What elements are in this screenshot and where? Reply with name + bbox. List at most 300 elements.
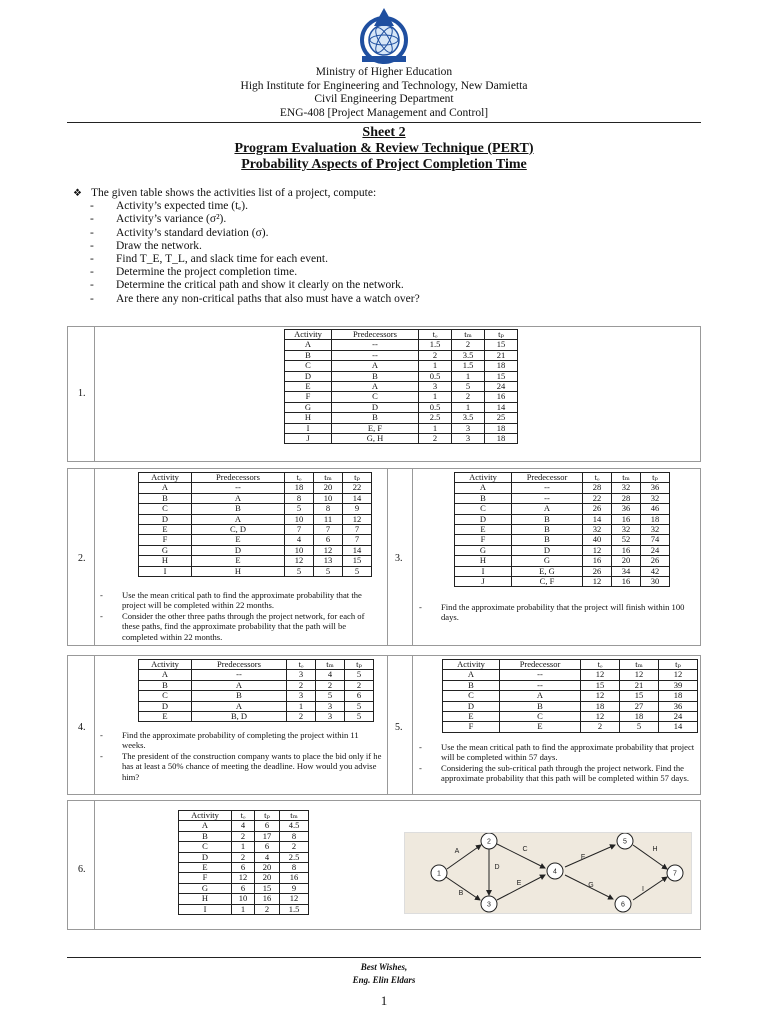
table-cell: B: [179, 831, 232, 841]
header-divider: [67, 122, 701, 123]
problem-3-number: 3.: [395, 553, 403, 564]
table-row: [179, 873, 309, 883]
edge-c: [497, 844, 545, 868]
table-row: [179, 904, 309, 914]
table-cell: 12: [583, 545, 612, 555]
table-cell: 4: [316, 670, 345, 680]
table-cell: 6: [232, 863, 255, 873]
table-cell: 3: [452, 423, 485, 433]
table-cell: Activity: [455, 473, 512, 483]
table-cell: tₒ: [419, 330, 452, 340]
table-cell: --: [332, 340, 419, 350]
table-cell: 25: [485, 413, 518, 423]
table-row: [139, 670, 374, 680]
sheet-titles: [0, 125, 768, 173]
table-cell: D: [443, 701, 500, 711]
table-cell: 27: [620, 701, 659, 711]
table-cell: D: [179, 852, 232, 862]
table-cell: Activity: [139, 473, 192, 483]
table-row: [455, 514, 670, 524]
table-cell: D: [192, 545, 285, 555]
table-header-row: [455, 473, 670, 483]
table-cell: 26: [583, 566, 612, 576]
table-cell: 0.5: [419, 371, 452, 381]
table-cell: E: [192, 556, 285, 566]
problem-5-table: [442, 659, 698, 733]
table-row: [443, 712, 698, 722]
table-cell: Activity: [179, 811, 232, 821]
table-row: [139, 566, 372, 576]
table-cell: 8: [280, 863, 309, 873]
table-row: [139, 701, 374, 711]
table-cell: tₚ: [641, 473, 670, 483]
table-row: [139, 545, 372, 555]
table-cell: --: [500, 680, 581, 690]
table-cell: 32: [641, 525, 670, 535]
table-cell: Predecessors: [192, 473, 285, 483]
table-cell: 5: [314, 566, 343, 576]
table-cell: 2.5: [419, 413, 452, 423]
table-cell: 3.5: [452, 350, 485, 360]
table-cell: H: [179, 894, 232, 904]
table-cell: D: [512, 545, 583, 555]
table-header-row: [139, 473, 372, 483]
table-cell: 18: [641, 514, 670, 524]
table-cell: A: [192, 701, 287, 711]
table-cell: J: [455, 577, 512, 587]
table-cell: 12: [280, 894, 309, 904]
edge-label: I: [642, 886, 644, 893]
table-cell: 2: [255, 904, 280, 914]
table-row: [285, 350, 518, 360]
table-cell: 6: [345, 691, 374, 701]
table-cell: tₘ: [314, 473, 343, 483]
question-item: - The president of the construction company wants to place the bid only if he has at least a 50% chance of meeting the deadline. How would you advise him?: [100, 751, 382, 782]
table-row: [285, 423, 518, 433]
table-row: [285, 361, 518, 371]
table-cell: 28: [612, 493, 641, 503]
table-cell: 12: [583, 577, 612, 587]
table-cell: E: [285, 382, 332, 392]
table-cell: F: [443, 722, 500, 732]
table-cell: B: [443, 680, 500, 690]
table-cell: 18: [285, 483, 314, 493]
instruction-item: - Determine the project completion time.: [73, 266, 420, 279]
table-cell: D: [139, 514, 192, 524]
table-cell: C, F: [512, 577, 583, 587]
table-cell: 36: [612, 504, 641, 514]
table-cell: H: [192, 566, 285, 576]
sheet-subtitle: Probability Aspects of Project Completion Time: [241, 157, 527, 172]
table-cell: 24: [485, 382, 518, 392]
table-cell: 8: [285, 493, 314, 503]
table-cell: H: [285, 413, 332, 423]
edge-label: H: [652, 846, 658, 853]
table-cell: --: [192, 483, 285, 493]
institute-logo: [352, 4, 416, 66]
table-cell: G: [139, 545, 192, 555]
instructions: [73, 187, 420, 306]
table-cell: 20: [612, 556, 641, 566]
instruction-item: - Determine the critical path and show it clearly on the network.: [73, 279, 420, 292]
node-label: 2: [487, 838, 491, 846]
table-cell: E: [192, 535, 285, 545]
page-number: 1: [380, 993, 388, 1008]
question-item: - Considering the sub-critical path through the project network. Find the approximate probability that this path will be completed within 57 days.: [419, 763, 695, 784]
table-cell: I: [455, 566, 512, 576]
table-cell: 5: [345, 701, 374, 711]
table-cell: 22: [583, 493, 612, 503]
table-header-row: [179, 811, 309, 821]
table-cell: --: [512, 483, 583, 493]
table-cell: 9: [280, 883, 309, 893]
table-cell: G: [179, 883, 232, 893]
table-cell: A: [455, 483, 512, 493]
table-cell: 52: [612, 535, 641, 545]
table-cell: D: [139, 701, 192, 711]
table-cell: 15: [485, 340, 518, 350]
table-cell: 21: [485, 350, 518, 360]
instruction-item: - Find T_E, T_L, and slack time for each event.: [73, 253, 420, 266]
problem-5-number: 5.: [395, 722, 403, 733]
table-cell: tₒ: [285, 473, 314, 483]
node-label: 3: [487, 901, 491, 909]
table-cell: 4: [285, 535, 314, 545]
edge-f: [565, 845, 615, 867]
table-cell: B: [139, 493, 192, 503]
node-label: 4: [553, 868, 557, 876]
table-cell: tₚ: [255, 811, 280, 821]
table-cell: 15: [581, 680, 620, 690]
table-row: [179, 852, 309, 862]
footer-author: Eng. Elin Eldars: [352, 975, 416, 985]
table-cell: 3: [452, 434, 485, 444]
table-cell: 18: [659, 691, 698, 701]
table-cell: 16: [612, 514, 641, 524]
table-cell: C: [455, 504, 512, 514]
table-cell: 15: [255, 883, 280, 893]
table-cell: 18: [485, 361, 518, 371]
table-cell: 26: [641, 556, 670, 566]
table-cell: D: [455, 514, 512, 524]
table-cell: 17: [255, 831, 280, 841]
table-cell: Activity: [443, 660, 500, 670]
table-cell: 5: [620, 722, 659, 732]
table-cell: 16: [485, 392, 518, 402]
table-row: [179, 894, 309, 904]
table-cell: 7: [343, 525, 372, 535]
table-header-row: [443, 660, 698, 670]
table-cell: 32: [641, 493, 670, 503]
table-cell: B: [192, 504, 285, 514]
problem-1-number: 1.: [78, 388, 86, 399]
table-cell: G: [455, 545, 512, 555]
table-cell: 16: [255, 894, 280, 904]
header-line: Civil Engineering Department: [314, 93, 454, 106]
table-cell: B: [512, 525, 583, 535]
problem-3-notes: [419, 602, 695, 623]
table-cell: C: [139, 504, 192, 514]
table-cell: 5: [343, 566, 372, 576]
table-cell: D: [285, 371, 332, 381]
table-row: [285, 392, 518, 402]
table-cell: 13: [314, 556, 343, 566]
table-row: [455, 525, 670, 535]
problem-6-number: 6.: [78, 864, 86, 875]
table-cell: tₒ: [581, 660, 620, 670]
table-row: [179, 883, 309, 893]
table-cell: 5: [345, 712, 374, 722]
table-cell: 8: [280, 831, 309, 841]
table-cell: tₒ: [583, 473, 612, 483]
table-cell: 1: [287, 701, 316, 711]
table-row: [455, 545, 670, 555]
table-row: [285, 371, 518, 381]
table-cell: --: [512, 493, 583, 503]
table-cell: 14: [343, 493, 372, 503]
header-line: High Institute for Engineering and Technology, New Damietta: [240, 79, 528, 92]
table-cell: A: [332, 382, 419, 392]
table-cell: B: [332, 371, 419, 381]
table-cell: 16: [583, 556, 612, 566]
table-cell: 18: [485, 434, 518, 444]
table-cell: 8: [314, 504, 343, 514]
node-label: 6: [621, 901, 625, 909]
table-cell: 5: [345, 670, 374, 680]
edge-label: C: [522, 846, 528, 853]
footer-divider: [67, 957, 701, 958]
table-cell: 30: [641, 577, 670, 587]
table-cell: tₒ: [287, 660, 316, 670]
table-cell: 4: [255, 852, 280, 862]
table-row: [443, 691, 698, 701]
table-row: [443, 701, 698, 711]
table-cell: 24: [641, 545, 670, 555]
table-cell: C: [139, 691, 192, 701]
table-cell: 16: [612, 545, 641, 555]
instruction-item: - Activity’s standard deviation (σ).: [73, 227, 420, 240]
table-cell: 2: [232, 831, 255, 841]
table-cell: 26: [583, 504, 612, 514]
table-cell: 32: [612, 525, 641, 535]
table-cell: 74: [641, 535, 670, 545]
table-cell: --: [500, 670, 581, 680]
table-cell: 2: [287, 712, 316, 722]
node-label: 7: [673, 870, 677, 878]
table-cell: C: [500, 712, 581, 722]
table-cell: B: [192, 691, 287, 701]
table-cell: 1: [232, 904, 255, 914]
table-cell: 16: [612, 577, 641, 587]
table-cell: 9: [343, 504, 372, 514]
table-cell: 20: [314, 483, 343, 493]
table-cell: 1: [452, 371, 485, 381]
instruction-item: - Draw the network.: [73, 240, 420, 253]
edge-label: A: [454, 848, 460, 855]
question-item: - Use the mean critical path to find the approximate probability that the project will be completed within 22 months.: [100, 590, 382, 611]
table-cell: A: [443, 670, 500, 680]
table-cell: 7: [343, 535, 372, 545]
table-cell: 6: [255, 821, 280, 831]
table-cell: --: [192, 670, 287, 680]
table-row: [139, 680, 374, 690]
table-row: [455, 577, 670, 587]
table-cell: 7: [314, 525, 343, 535]
table-cell: 3: [287, 691, 316, 701]
table-cell: E: [500, 722, 581, 732]
table-row: [285, 382, 518, 392]
edge-label: B: [458, 890, 464, 897]
edge-i: [633, 877, 667, 900]
problem-4-number: 4.: [78, 722, 86, 733]
table-cell: C: [332, 392, 419, 402]
table-cell: F: [139, 535, 192, 545]
table-cell: B: [455, 493, 512, 503]
table-cell: 22: [343, 483, 372, 493]
table-cell: H: [455, 556, 512, 566]
table-cell: B: [139, 680, 192, 690]
table-cell: 1: [419, 423, 452, 433]
table-cell: 12: [343, 514, 372, 524]
table-cell: 2: [287, 680, 316, 690]
table-cell: Predecessor: [500, 660, 581, 670]
table-cell: 20: [255, 873, 280, 883]
table-cell: F: [285, 392, 332, 402]
problem-6-table: [178, 810, 309, 915]
table-cell: C, D: [192, 525, 285, 535]
instruction-item: - Activity’s variance (σ²).: [73, 213, 420, 226]
table-cell: H: [139, 556, 192, 566]
table-row: [285, 402, 518, 412]
table-row: [285, 340, 518, 350]
table-cell: 7: [285, 525, 314, 535]
table-cell: 1.5: [280, 904, 309, 914]
table-cell: A: [139, 670, 192, 680]
table-cell: G, H: [332, 434, 419, 444]
table-cell: 2: [345, 680, 374, 690]
table-cell: 10: [285, 514, 314, 524]
table-cell: 14: [343, 545, 372, 555]
table-cell: 12: [232, 873, 255, 883]
edge-label: G: [588, 882, 594, 889]
table-cell: Predecessors: [192, 660, 287, 670]
table-cell: C: [443, 691, 500, 701]
problem-2-table: [138, 472, 372, 577]
question-item: - Consider the other three paths through the project network, for each of these paths, find the approximate probability that the path will be completed within 22 months.: [100, 611, 382, 642]
table-cell: 21: [620, 680, 659, 690]
table-cell: 18: [581, 701, 620, 711]
table-cell: 1: [419, 361, 452, 371]
table-cell: 5: [285, 504, 314, 514]
table-row: [139, 556, 372, 566]
table-cell: D: [332, 402, 419, 412]
table-cell: E: [139, 525, 192, 535]
table-cell: 2: [452, 340, 485, 350]
table-row: [179, 821, 309, 831]
table-row: [285, 413, 518, 423]
footer: [0, 961, 768, 987]
table-cell: I: [285, 423, 332, 433]
table-cell: 18: [485, 423, 518, 433]
table-cell: A: [285, 340, 332, 350]
table-cell: E, G: [512, 566, 583, 576]
problem-2-notes: [100, 590, 382, 642]
table-cell: F: [455, 535, 512, 545]
table-row: [179, 842, 309, 852]
table-cell: G: [285, 402, 332, 412]
table-cell: 15: [343, 556, 372, 566]
table-cell: tₒ: [232, 811, 255, 821]
table-cell: --: [332, 350, 419, 360]
table-cell: 32: [583, 525, 612, 535]
table-row: [139, 535, 372, 545]
node-label: 1: [437, 870, 441, 878]
sheet-title: Program Evaluation & Review Technique (PERT): [234, 141, 534, 156]
problem-3-table: [454, 472, 670, 587]
table-cell: Activity: [139, 660, 192, 670]
table-cell: 11: [314, 514, 343, 524]
table-cell: 5: [316, 691, 345, 701]
table-cell: A: [192, 514, 285, 524]
network-svg: [405, 833, 691, 913]
table-cell: 24: [659, 712, 698, 722]
footer-greeting: Best Wishes,: [360, 962, 408, 972]
table-cell: 34: [612, 566, 641, 576]
edge-a: [447, 845, 481, 869]
network-diagram: [404, 832, 692, 914]
table-cell: C: [179, 842, 232, 852]
table-cell: 28: [583, 483, 612, 493]
table-cell: B, D: [192, 712, 287, 722]
table-header-row: [285, 330, 518, 340]
table-cell: 12: [581, 670, 620, 680]
problem-4-table: [138, 659, 374, 722]
table-row: [139, 525, 372, 535]
table-row: [139, 493, 372, 503]
table-row: [455, 493, 670, 503]
edge-e: [497, 875, 545, 900]
table-cell: E: [455, 525, 512, 535]
table-cell: 14: [583, 514, 612, 524]
table-cell: 3: [287, 670, 316, 680]
table-cell: 12: [285, 556, 314, 566]
table-cell: Predecessor: [512, 473, 583, 483]
table-cell: 12: [581, 712, 620, 722]
edge-label: F: [580, 854, 586, 861]
table-cell: 10: [314, 493, 343, 503]
table-cell: 3.5: [452, 413, 485, 423]
table-cell: tₘ: [452, 330, 485, 340]
table-row: [139, 514, 372, 524]
table-cell: 1.5: [419, 340, 452, 350]
table-cell: 2.5: [280, 852, 309, 862]
table-header-row: [139, 660, 374, 670]
table-cell: 4.5: [280, 821, 309, 831]
table-cell: A: [512, 504, 583, 514]
table-row: [443, 722, 698, 732]
table-cell: tₚ: [659, 660, 698, 670]
table-row: [443, 680, 698, 690]
table-cell: tₚ: [343, 473, 372, 483]
question-item: - Find the approximate probability that the project will finish within 100 days.: [419, 602, 695, 623]
header-line: ENG-408 [Project Management and Control]: [279, 106, 489, 119]
table-row: [455, 504, 670, 514]
table-cell: G: [512, 556, 583, 566]
table-cell: 2: [232, 852, 255, 862]
table-cell: B: [512, 514, 583, 524]
table-cell: 6: [255, 842, 280, 852]
table-cell: tₘ: [316, 660, 345, 670]
